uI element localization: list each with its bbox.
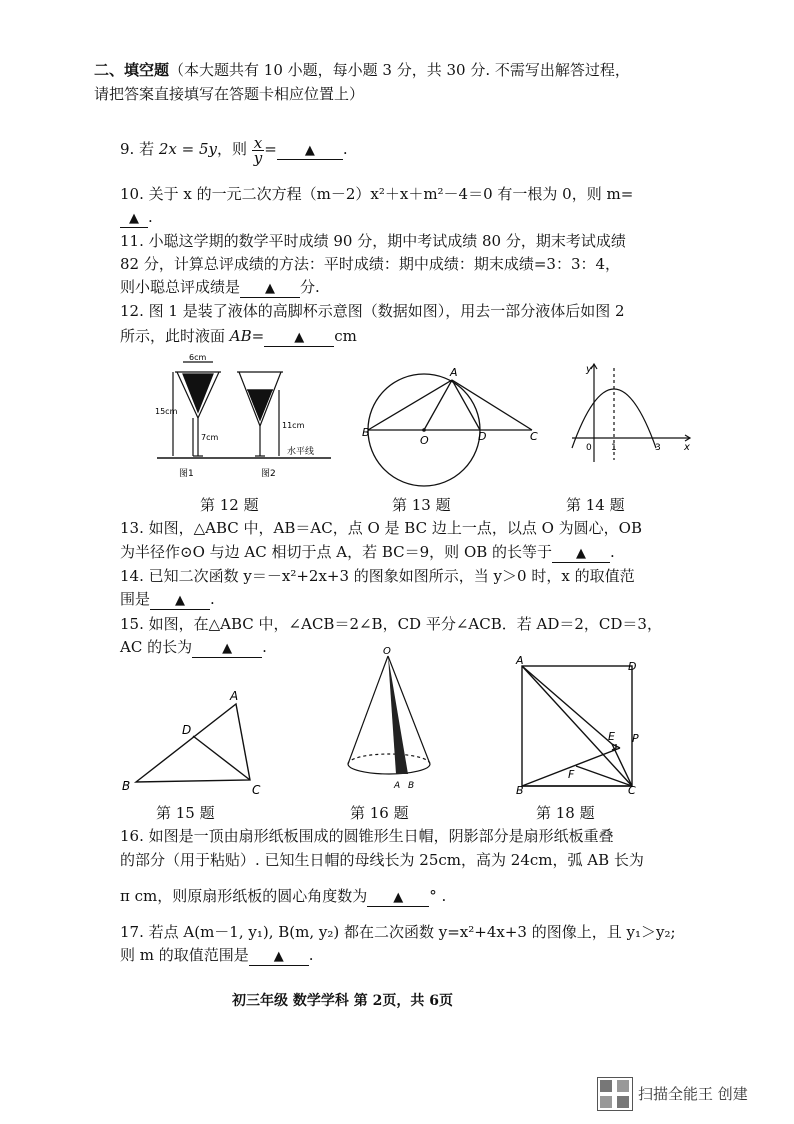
q11-line-1: 11. 小聪这学期的数学平时成绩 90 分，期中考试成绩 80 分，期末考试成绩	[120, 232, 626, 250]
answer-triangle-icon: ▲	[576, 546, 587, 561]
fig12-height-7: 7cm	[201, 433, 219, 442]
q12-equals: =	[251, 327, 265, 345]
q9-end: .	[342, 140, 348, 158]
q15-line-2	[120, 637, 267, 658]
q15-line-2-pre: AC 的长为	[120, 638, 193, 656]
figure-13-circle-tangent	[362, 360, 552, 490]
caption-q13: 第 13 题	[392, 496, 451, 514]
section-note-1: （本大题共有 10 小题，每小题 3 分，共 30 分. 不需写出解答过程，	[169, 61, 630, 79]
q14-end: .	[210, 590, 215, 608]
figure-18-square	[512, 656, 662, 796]
q14-line-2-pre: 围是	[120, 590, 151, 608]
goblet-1-liquid	[183, 374, 213, 412]
figure-16-cone	[338, 644, 448, 794]
q11-line-3-post: 分.	[300, 278, 320, 296]
caption-q14: 第 14 题	[566, 496, 625, 514]
q17-end: .	[308, 946, 314, 964]
q12-answer-blank	[264, 328, 334, 347]
fig14-origin-label: 0	[586, 443, 592, 453]
q15-answer-blank	[192, 639, 262, 658]
q9-answer-blank	[277, 141, 343, 160]
fig12-caption-2: 图2	[261, 469, 276, 479]
answer-triangle-icon: ▲	[294, 330, 305, 345]
q16-line-2: 的部分（用于粘贴）. 已知生日帽的母线长为 25cm，高为 24cm，弧 AB 长为	[120, 851, 644, 869]
q9-pre: 9. 若	[120, 140, 159, 158]
caption-q12: 第 12 题	[200, 496, 259, 514]
fig15-label-C: C	[252, 783, 261, 797]
fig18-label-C: C	[628, 784, 636, 796]
q9-denominator: y	[253, 148, 263, 167]
fig12-ground-label: 水平线	[287, 447, 315, 457]
q9-equals: =	[264, 140, 277, 158]
q12-line-1: 12. 图 1 是装了液体的高脚杯示意图（数据如图），用去一部分液体后如图 2	[120, 302, 625, 320]
q13-line-1: 13. 如图，△ABC 中，AB＝AC，点 O 是 BC 边上一点，以点 O 为圆心，OB	[120, 519, 643, 537]
figure-12-goblets	[155, 352, 335, 484]
q14-answer-blank	[150, 591, 210, 610]
q12-ab: AB	[229, 327, 252, 345]
question-9	[120, 134, 348, 165]
fig15-label-D: D	[182, 723, 192, 737]
q17-line-2	[120, 945, 314, 966]
fig18-label-P: P	[632, 732, 639, 745]
answer-triangle-icon: ▲	[393, 890, 404, 905]
q10-line-2	[120, 207, 153, 228]
q16-line-3-pre: π cm，则原扇形纸板的圆心角度数为	[120, 887, 368, 905]
fig14-tick-1: 1	[611, 443, 617, 453]
fig14-y-axis-label: y	[586, 364, 592, 375]
fig13-label-O: O	[420, 434, 429, 447]
q16-line-1: 16. 如图是一顶由扇形纸板围成的圆锥形生日帽，阴影部分是扇形纸板重叠	[120, 827, 614, 845]
fig18-label-D: D	[628, 660, 637, 673]
fig15-label-A: A	[230, 689, 239, 703]
fig16-label-A: A	[394, 781, 401, 791]
q11-line-3-pre: 则小聪总评成绩是	[120, 278, 241, 296]
q10-line-1: 10. 关于 x 的一元二次方程（m－2）x²＋x＋m²－4＝0 有一根为 0，则 m=	[120, 185, 634, 203]
q17-line-1: 17. 若点 A(m－1, y₁), B(m, y₂) 都在二次函数 y=x²+4x+3 的图像上，且 y₁＞y₂;	[120, 923, 676, 941]
fig14-x-axis-label: x	[684, 442, 690, 453]
answer-triangle-icon: ▲	[273, 949, 284, 964]
answer-triangle-icon: ▲	[222, 641, 233, 656]
q11-answer-blank	[240, 279, 300, 298]
q16-answer-blank	[367, 888, 429, 907]
q10-end: .	[148, 208, 153, 226]
fig14-tick-3: 3	[655, 443, 661, 453]
fig18-label-B: B	[516, 784, 524, 796]
fig16-label-B: B	[408, 781, 415, 791]
q17-line-2-pre: 则 m 的取值范围是	[120, 946, 249, 964]
q13-answer-blank	[552, 544, 610, 563]
scanner-watermark-text: 扫描全能王 创建	[638, 1085, 748, 1103]
caption-q18: 第 18 题	[536, 804, 595, 822]
q9-equation: 2x = 5y	[158, 140, 217, 158]
fig13-label-B: B	[362, 426, 370, 439]
fig13-label-A: A	[450, 366, 458, 379]
fig16-overlap-shading	[388, 656, 408, 774]
q11-line-3	[120, 277, 320, 298]
q17-answer-blank	[249, 947, 309, 966]
q9-mid: ，则	[216, 140, 247, 158]
fig12-width-label: 6cm	[189, 353, 207, 362]
q13-line-2	[120, 542, 615, 563]
caption-q15: 第 15 题	[156, 804, 215, 822]
q15-end: .	[262, 638, 267, 656]
fig13-label-C: C	[530, 430, 538, 443]
answer-triangle-icon: ▲	[175, 593, 186, 608]
q13-end: .	[610, 543, 615, 561]
section-header	[94, 60, 630, 80]
fig16-label-O: O	[383, 646, 391, 657]
fig13-label-D: D	[478, 430, 487, 443]
fig15-label-B: B	[122, 779, 131, 793]
q12-line-2-pre: 所示，此时液面	[120, 327, 230, 345]
q10-answer-blank	[120, 209, 148, 228]
answer-triangle-icon: ▲	[129, 211, 139, 226]
fig12-height-15: 15cm	[155, 407, 178, 416]
q9-fraction	[252, 133, 264, 167]
q11-line-2: 82 分，计算总评成绩的方法：平时成绩：期中成绩：期末成绩=3：3：4，	[120, 255, 621, 273]
fig12-height-11: 11cm	[282, 421, 305, 430]
scanner-logo-icon	[597, 1077, 633, 1111]
q12-line-2	[120, 326, 357, 347]
fig18-label-F: F	[568, 768, 575, 781]
section-title: 二、填空题	[94, 61, 170, 79]
q12-unit: cm	[334, 327, 357, 345]
figure-15-triangle	[118, 684, 278, 798]
caption-q16: 第 16 题	[350, 804, 409, 822]
figure-14-parabola	[566, 360, 696, 470]
q16-end: ° .	[429, 887, 447, 905]
q15-line-1: 15. 如图，在△ABC 中，∠ACB＝2∠B，CD 平分∠ACB．若 AD＝2，CD＝3，	[120, 615, 662, 633]
fig12-caption-1: 图1	[179, 469, 194, 479]
q9-numerator: x	[252, 136, 264, 151]
answer-triangle-icon: ▲	[265, 281, 276, 296]
q14-line-1: 14. 已知二次函数 y＝－x²+2x+3 的图象如图所示，当 y＞0 时，x 的取值范	[120, 567, 635, 585]
fig18-label-A: A	[516, 656, 524, 667]
q16-line-3	[120, 886, 446, 907]
fig18-label-E: E	[608, 730, 615, 743]
q13-line-2-pre: 为半径作⊙O 与边 AC 相切于点 A，若 BC＝9，则 OB 的长等于	[120, 543, 553, 561]
section-note-2: 请把答案直接填写在答题卡相应位置上）	[94, 85, 365, 103]
q14-line-2	[120, 589, 215, 610]
answer-triangle-icon: ▲	[304, 143, 315, 158]
page-footer: 初三年级 数学学科 第 2页，共 6页	[232, 993, 453, 1009]
